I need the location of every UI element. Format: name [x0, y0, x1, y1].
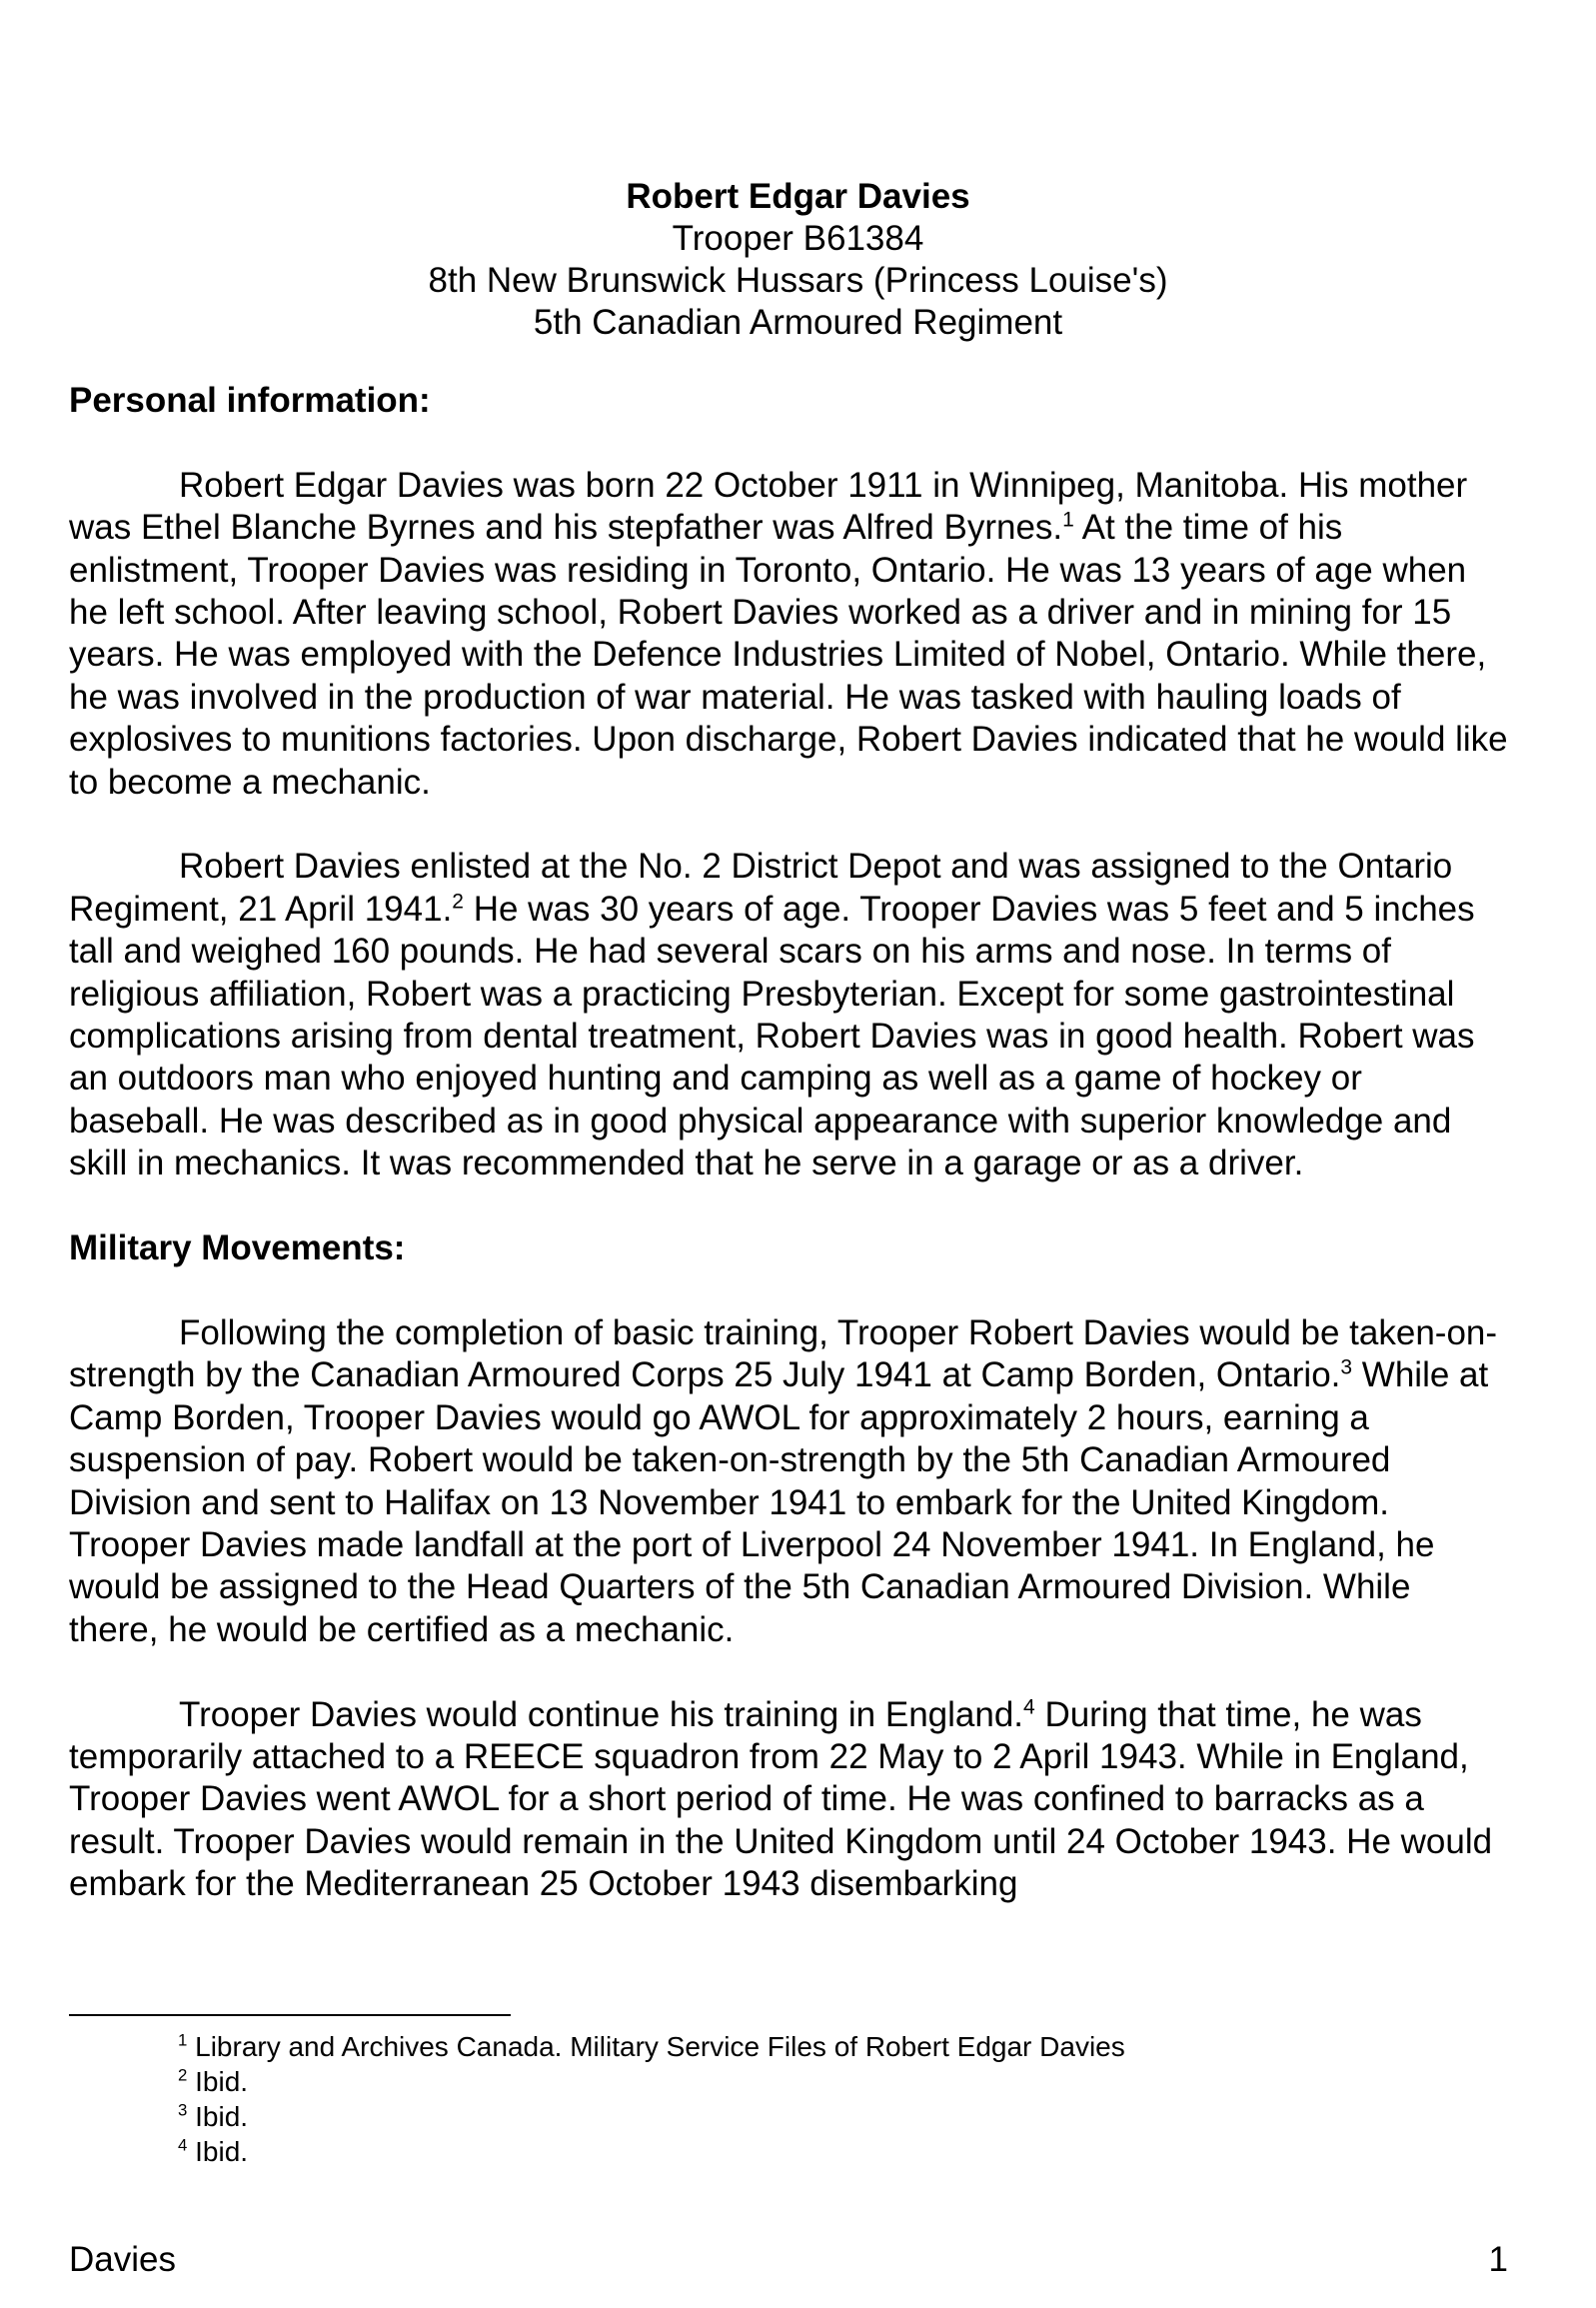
paragraph-personal-2: [69, 846, 1508, 1184]
footnote-text: Ibid.: [187, 2066, 249, 2097]
footnote-ref: 2: [452, 890, 464, 914]
paragraph-text: Robert Davies enlisted at the No. 2 District Depot and was assigned to the Ontario Regiment, 21 April 1941.: [69, 847, 1453, 929]
footnote-number: 3: [178, 2100, 188, 2120]
soldier-name: Robert Edgar Davies: [626, 177, 970, 216]
paragraph-text: Robert Edgar Davies was born 22 October 1911 in Winnipeg, Manitoba. His mother was Ethel Blanche Byrnes and his stepfather was Alfred Byrnes.: [69, 465, 1468, 548]
footnote-number: 1: [178, 2030, 188, 2050]
document-header: [0, 176, 1596, 344]
footnote-number: 4: [178, 2135, 188, 2155]
paragraph-text: He was 30 years of age. Trooper Davies was 5 feet and 5 inches tall and weighed 160 pounds. He had several scars on his arms and nose. In terms of religious affiliation, Robert was a practicing Presbyterian. Except for some gastrointestinal complications arising from dental treatment, Robert Davies was in good health. Robert was an outdoors man who enjoyed hunting and camping as well as a game of hockey or baseball. He was described as in good physical appearance with superior knowledge and skill in mechanics. It was recommended that he serve in a garage or as a driver.: [69, 889, 1475, 1183]
page-number: 1: [1488, 2240, 1508, 2279]
footnote-item: [178, 2099, 1125, 2134]
footnote-separator: [69, 2014, 511, 2016]
footnote-text: Library and Archives Canada. Military Service Files of Robert Edgar Davies: [187, 2031, 1125, 2062]
paragraph-personal-1: [69, 465, 1508, 804]
section-heading-military: Military Movements:: [69, 1228, 406, 1268]
footnote-item: [178, 2029, 1125, 2064]
paragraph-text: During that time, he was temporarily attached to a REECE squadron from 22 May to 2 April 1943. While in England, Trooper Davies went AWOL for a short period of time. He was confined to barracks as a result. Trooper Davies would remain in the United Kingdom until 24 October 1943. He would embark for the Mediterranean 25 October 1943 disembarking: [69, 1694, 1493, 1904]
paragraph-text: While at Camp Borden, Trooper Davies would go AWOL for approximately 2 hours, earning a suspension of pay. Robert would be taken-on-strength by the 5th Canadian Armoured Division and sent to Halifax on 13 November 1941 to embark for the United Kingdom. Trooper Davies made landfall at the port of Liverpool 24 November 1941. In England, he would be assigned to the Head Quarters of the 5th Canadian Armoured Division. While there, he would be certified as a mechanic.: [69, 1355, 1489, 1649]
footer-surname: Davies: [69, 2240, 176, 2279]
footnote-ref: 4: [1023, 1694, 1035, 1718]
footnote-item: [178, 2134, 1125, 2169]
document-body: [69, 380, 1508, 1948]
footnote-number: 2: [178, 2065, 188, 2085]
paragraph-text: Following the completion of basic training, Trooper Robert Davies would be taken-on-strength by the Canadian Armoured Corps 25 July 1941 at Camp Borden, Ontario.: [69, 1312, 1498, 1395]
soldier-rank: Trooper B61384: [672, 219, 924, 258]
footnote-ref: 3: [1340, 1355, 1353, 1379]
paragraph-text: Trooper Davies would continue his training in England.: [179, 1694, 1024, 1734]
footnote-ref: 1: [1062, 508, 1074, 532]
footnote-text: Ibid.: [187, 2101, 249, 2132]
paragraph-military-2: [69, 1694, 1508, 1906]
soldier-unit: 8th New Brunswick Hussars (Princess Louise's): [428, 261, 1168, 300]
section-heading-personal: Personal information:: [69, 381, 431, 420]
footnotes: [178, 2029, 1125, 2169]
paragraph-text: At the time of his enlistment, Trooper Davies was residing in Toronto, Ontario. He was 13 years of age when he left school. After leaving school, Robert Davies worked as a driver and in mining for 15 years. He was employed with the Defence Industries Limited of Nobel, Ontario. While there, he was involved in the production of war material. He was tasked with hauling loads of explosives to munitions factories. Upon discharge, Robert Davies indicated that he would like to become a mechanic.: [69, 508, 1508, 802]
footnote-text: Ibid.: [187, 2136, 249, 2167]
footnote-item: [178, 2064, 1125, 2099]
soldier-regiment: 5th Canadian Armoured Regiment: [533, 303, 1063, 342]
paragraph-military-1: [69, 1312, 1508, 1651]
